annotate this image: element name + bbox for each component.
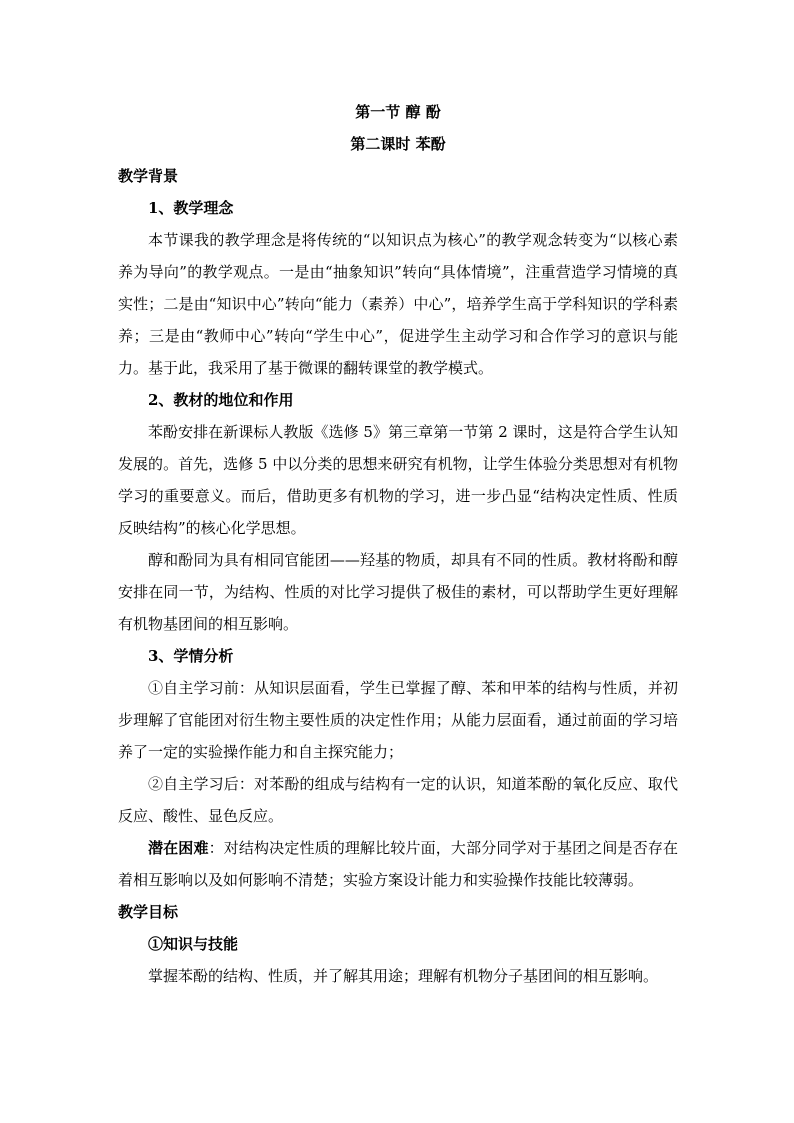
chapter-title: 第一节 醇 酚 bbox=[355, 103, 441, 121]
paragraph-textbook-role-1: 苯酚安排在新课标人教版《选修 5》第三章第一节第 2 课时，这是符合学生认知发展的。首先，选修 5 中以分类的思想来研究有机物，让学生体验分类思想对有机物学习的重要意义。而后，借助更多有机物的学习，进一步凸显“结构决定性质、性质反映结构”的核心化学思想。 bbox=[118, 423, 678, 537]
paragraph-student-analysis-1: ①自主学习前：从知识层面看，学生已掌握了醇、苯和甲苯的结构与性质，并初步理解了官能团对衍生物主要性质的决定性作用；从能力层面看，通过前面的学习培养了一定的实验操作能力和自主探究能力； bbox=[118, 679, 678, 761]
subheading-student-analysis: 3、学情分析 bbox=[148, 647, 234, 665]
subheading-knowledge-skills: ①知识与技能 bbox=[148, 935, 239, 953]
potential-difficulty-label: 潜在困难 bbox=[148, 839, 209, 857]
section-heading-background: 教学背景 bbox=[118, 167, 179, 185]
potential-difficulty-text: ：对结构决定性质的理解比较片面，大部分同学对于基团之间是否存在着相互影响以及如何影响不清楚；实验方案设计能力和实验操作技能比较薄弱。 bbox=[118, 839, 678, 889]
paragraph-student-analysis-2: ②自主学习后：对苯酚的组成与结构有一定的认识，知道苯酚的氧化反应、取代反应、酸性、显色反应。 bbox=[118, 775, 678, 825]
document-body bbox=[118, 96, 678, 992]
section-heading-goals: 教学目标 bbox=[118, 903, 179, 921]
subheading-teaching-philosophy: 1、教学理念 bbox=[148, 199, 234, 217]
lesson-title: 第二课时 苯酚 bbox=[350, 135, 446, 153]
subheading-textbook-role: 2、教材的地位和作用 bbox=[148, 391, 294, 409]
paragraph-potential-difficulty bbox=[118, 832, 678, 896]
paragraph-teaching-philosophy: 本节课我的教学理念是将传统的“以知识点为核心”的教学观念转变为“以核心素养为导向”的教学观点。一是由“抽象知识”转向“具体情境”，注重营造学习情境的真实性；二是由“知识中心”转向“能力（素养）中心”，培养学生高于学科知识的学科素养；三是由“教师中心”转向“学生中心”，促进学生主动学习和合作学习的意识与能力。基于此，我采用了基于微课的翻转课堂的教学模式。 bbox=[118, 231, 678, 377]
paragraph-knowledge-skills: 掌握苯酚的结构、性质，并了解其用途；理解有机物分子基团间的相互影响。 bbox=[148, 967, 659, 985]
paragraph-textbook-role-2: 醇和酚同为具有相同官能团——羟基的物质，却具有不同的性质。教材将酚和醇安排在同一节，为结构、性质的对比学习提供了极佳的素材，可以帮助学生更好理解有机物基团间的相互影响。 bbox=[118, 551, 678, 633]
